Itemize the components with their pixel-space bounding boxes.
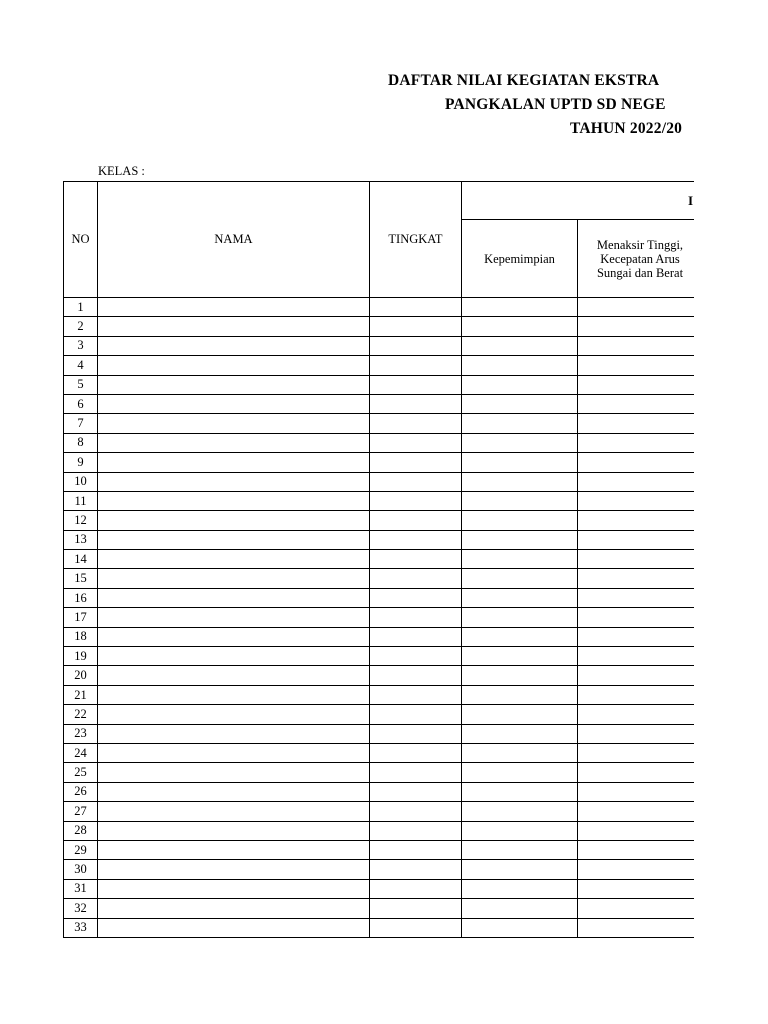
table-row: [64, 588, 695, 607]
kepemimpian-cell[interactable]: [462, 627, 578, 646]
header-nama: NAMA: [98, 182, 370, 298]
nama-cell[interactable]: [98, 317, 370, 336]
row-number: 21: [64, 685, 98, 704]
nama-cell[interactable]: [98, 472, 370, 491]
sheet-title-line-1: DAFTAR NILAI KEGIATAN EKSTRA: [388, 72, 660, 89]
nama-cell[interactable]: [98, 647, 370, 666]
kepemimpian-cell[interactable]: [462, 356, 578, 375]
menaksir-cell[interactable]: [578, 860, 695, 879]
kepemimpian-cell[interactable]: [462, 763, 578, 782]
tingkat-cell[interactable]: [370, 394, 462, 413]
row-number: 12: [64, 511, 98, 530]
table-row: [64, 608, 695, 627]
tingkat-cell[interactable]: [370, 453, 462, 472]
tingkat-cell[interactable]: [370, 666, 462, 685]
menaksir-cell[interactable]: [578, 472, 695, 491]
tingkat-cell[interactable]: [370, 356, 462, 375]
kepemimpian-cell[interactable]: [462, 840, 578, 859]
kepemimpian-cell[interactable]: [462, 899, 578, 918]
nama-cell[interactable]: [98, 511, 370, 530]
tingkat-cell[interactable]: [370, 879, 462, 898]
kepemimpian-cell[interactable]: [462, 550, 578, 569]
kepemimpian-cell[interactable]: [462, 317, 578, 336]
table-row: [64, 394, 695, 413]
table-row: [64, 821, 695, 840]
kepemimpian-cell[interactable]: [462, 588, 578, 607]
table-row: [64, 647, 695, 666]
header-tingkat: TINGKAT: [370, 182, 462, 298]
kepemimpian-cell[interactable]: [462, 472, 578, 491]
menaksir-cell[interactable]: [578, 569, 695, 588]
kepemimpian-cell[interactable]: [462, 647, 578, 666]
kepemimpian-cell[interactable]: [462, 569, 578, 588]
tingkat-cell[interactable]: [370, 821, 462, 840]
kepemimpian-cell[interactable]: [462, 705, 578, 724]
menaksir-cell[interactable]: [578, 647, 695, 666]
row-number: 9: [64, 453, 98, 472]
sheet-title-line-3: TAHUN 2022/20: [570, 120, 683, 137]
group-label: I: [688, 193, 694, 208]
row-number: 14: [64, 550, 98, 569]
row-number: 32: [64, 899, 98, 918]
nama-cell[interactable]: [98, 394, 370, 413]
row-number: 11: [64, 491, 98, 510]
kepemimpian-cell[interactable]: [462, 802, 578, 821]
row-number: 15: [64, 569, 98, 588]
table-row: [64, 685, 695, 704]
row-number: 3: [64, 336, 98, 355]
menaksir-cell[interactable]: [578, 627, 695, 646]
nama-cell[interactable]: [98, 743, 370, 762]
table-row: [64, 899, 695, 918]
row-number: 16: [64, 588, 98, 607]
tingkat-cell[interactable]: [370, 899, 462, 918]
menaksir-cell[interactable]: [578, 763, 695, 782]
table-row: [64, 414, 695, 433]
table-row: [64, 433, 695, 452]
tingkat-cell[interactable]: [370, 782, 462, 801]
table-body: [64, 298, 695, 938]
row-number: 2: [64, 317, 98, 336]
nama-cell[interactable]: [98, 918, 370, 937]
table-row: [64, 666, 695, 685]
menaksir-cell[interactable]: [578, 666, 695, 685]
kepemimpian-cell[interactable]: [462, 743, 578, 762]
menaksir-cell[interactable]: [578, 453, 695, 472]
table-row: [64, 511, 695, 530]
row-number: 26: [64, 782, 98, 801]
menaksir-cell[interactable]: [578, 840, 695, 859]
kepemimpian-cell[interactable]: [462, 298, 578, 317]
table-row: [64, 724, 695, 743]
row-number: 28: [64, 821, 98, 840]
tingkat-cell[interactable]: [370, 414, 462, 433]
tingkat-cell[interactable]: [370, 317, 462, 336]
tingkat-cell[interactable]: [370, 336, 462, 355]
menaksir-cell[interactable]: [578, 394, 695, 413]
row-number: 8: [64, 433, 98, 452]
nama-cell[interactable]: [98, 588, 370, 607]
kepemimpian-cell[interactable]: [462, 666, 578, 685]
menaksir-cell[interactable]: [578, 685, 695, 704]
row-number: 4: [64, 356, 98, 375]
menaksir-cell[interactable]: [578, 782, 695, 801]
kelas-label: KELAS :: [98, 164, 145, 178]
header-group: [462, 182, 695, 220]
nama-cell[interactable]: [98, 666, 370, 685]
menaksir-cell[interactable]: [578, 356, 695, 375]
nama-cell[interactable]: [98, 899, 370, 918]
table-row: [64, 375, 695, 394]
menaksir-cell[interactable]: [578, 317, 695, 336]
nama-cell[interactable]: [98, 569, 370, 588]
tingkat-cell[interactable]: [370, 763, 462, 782]
kepemimpian-cell[interactable]: [462, 394, 578, 413]
menaksir-cell[interactable]: [578, 899, 695, 918]
table-row: [64, 763, 695, 782]
kepemimpian-cell[interactable]: [462, 608, 578, 627]
table-row: [64, 453, 695, 472]
tingkat-cell[interactable]: [370, 918, 462, 937]
tingkat-cell[interactable]: [370, 685, 462, 704]
table-row: [64, 298, 695, 317]
tingkat-cell[interactable]: [370, 491, 462, 510]
menaksir-cell[interactable]: [578, 530, 695, 549]
table-row: [64, 530, 695, 549]
nama-cell[interactable]: [98, 685, 370, 704]
menaksir-cell[interactable]: [578, 375, 695, 394]
kepemimpian-cell[interactable]: [462, 453, 578, 472]
tingkat-cell[interactable]: [370, 647, 462, 666]
sheet-title-line-2: PANGKALAN UPTD SD NEGE: [445, 96, 666, 113]
row-number: 30: [64, 860, 98, 879]
table-row: [64, 336, 695, 355]
menaksir-cell[interactable]: [578, 433, 695, 452]
header-no: NO: [64, 182, 98, 298]
tingkat-cell[interactable]: [370, 550, 462, 569]
table-row: [64, 918, 695, 937]
nama-cell[interactable]: [98, 453, 370, 472]
tingkat-cell[interactable]: [370, 724, 462, 743]
nama-cell[interactable]: [98, 879, 370, 898]
nama-cell[interactable]: [98, 298, 370, 317]
nama-cell[interactable]: [98, 821, 370, 840]
table-row: [64, 491, 695, 510]
header-menaksir: Menaksir Tinggi, Kecepatan Arus Sungai dan Berat: [578, 220, 695, 298]
kepemimpian-cell[interactable]: [462, 336, 578, 355]
row-number: 24: [64, 743, 98, 762]
kepemimpian-cell[interactable]: [462, 433, 578, 452]
kepemimpian-cell[interactable]: [462, 724, 578, 743]
tingkat-cell[interactable]: [370, 802, 462, 821]
menaksir-cell[interactable]: [578, 743, 695, 762]
row-number: 27: [64, 802, 98, 821]
tingkat-cell[interactable]: [370, 472, 462, 491]
row-number: 17: [64, 608, 98, 627]
kepemimpian-cell[interactable]: [462, 511, 578, 530]
nama-cell[interactable]: [98, 782, 370, 801]
menaksir-cell[interactable]: [578, 511, 695, 530]
table-row: [64, 879, 695, 898]
kepemimpian-cell[interactable]: [462, 491, 578, 510]
menaksir-cell[interactable]: [578, 879, 695, 898]
menaksir-cell[interactable]: [578, 550, 695, 569]
table-row: [64, 860, 695, 879]
row-number: 10: [64, 472, 98, 491]
tingkat-cell[interactable]: [370, 627, 462, 646]
nama-cell[interactable]: [98, 336, 370, 355]
grade-table: [63, 181, 694, 938]
row-number: 22: [64, 705, 98, 724]
table-row: [64, 802, 695, 821]
row-number: 23: [64, 724, 98, 743]
menaksir-cell[interactable]: [578, 414, 695, 433]
table-row: [64, 840, 695, 859]
tingkat-cell[interactable]: [370, 298, 462, 317]
tingkat-cell[interactable]: [370, 530, 462, 549]
menaksir-cell[interactable]: [578, 724, 695, 743]
table-row: [64, 743, 695, 762]
kepemimpian-cell[interactable]: [462, 782, 578, 801]
table-row: [64, 317, 695, 336]
tingkat-cell[interactable]: [370, 705, 462, 724]
row-number: 18: [64, 627, 98, 646]
row-number: 25: [64, 763, 98, 782]
tingkat-cell[interactable]: [370, 840, 462, 859]
nama-cell[interactable]: [98, 356, 370, 375]
tingkat-cell[interactable]: [370, 743, 462, 762]
menaksir-cell[interactable]: [578, 821, 695, 840]
nama-cell[interactable]: [98, 375, 370, 394]
row-number: 13: [64, 530, 98, 549]
tingkat-cell[interactable]: [370, 375, 462, 394]
nama-cell[interactable]: [98, 491, 370, 510]
table-row: [64, 356, 695, 375]
row-number: 31: [64, 879, 98, 898]
nama-cell[interactable]: [98, 414, 370, 433]
nama-cell[interactable]: [98, 627, 370, 646]
kepemimpian-cell[interactable]: [462, 918, 578, 937]
nama-cell[interactable]: [98, 763, 370, 782]
table-row: [64, 627, 695, 646]
table-row: [64, 569, 695, 588]
row-number: 33: [64, 918, 98, 937]
nama-cell[interactable]: [98, 860, 370, 879]
nama-cell[interactable]: [98, 705, 370, 724]
kepemimpian-cell[interactable]: [462, 414, 578, 433]
nama-cell[interactable]: [98, 433, 370, 452]
row-number: 20: [64, 666, 98, 685]
tingkat-cell[interactable]: [370, 860, 462, 879]
kepemimpian-cell[interactable]: [462, 685, 578, 704]
menaksir-cell[interactable]: [578, 802, 695, 821]
kepemimpian-cell[interactable]: [462, 879, 578, 898]
tingkat-cell[interactable]: [370, 433, 462, 452]
table-row: [64, 472, 695, 491]
nama-cell[interactable]: [98, 550, 370, 569]
row-number: 19: [64, 647, 98, 666]
nama-cell[interactable]: [98, 608, 370, 627]
menaksir-cell[interactable]: [578, 918, 695, 937]
nama-cell[interactable]: [98, 530, 370, 549]
row-number: 29: [64, 840, 98, 859]
row-number: 7: [64, 414, 98, 433]
kepemimpian-cell[interactable]: [462, 530, 578, 549]
tingkat-cell[interactable]: [370, 608, 462, 627]
menaksir-cell[interactable]: [578, 705, 695, 724]
tingkat-cell[interactable]: [370, 588, 462, 607]
kepemimpian-cell[interactable]: [462, 821, 578, 840]
menaksir-cell[interactable]: [578, 608, 695, 627]
nama-cell[interactable]: [98, 802, 370, 821]
kepemimpian-cell[interactable]: [462, 860, 578, 879]
table-row: [64, 550, 695, 569]
table-row: [64, 782, 695, 801]
row-number: 5: [64, 375, 98, 394]
tingkat-cell[interactable]: [370, 569, 462, 588]
menaksir-cell[interactable]: [578, 491, 695, 510]
row-number: 6: [64, 394, 98, 413]
menaksir-cell[interactable]: [578, 298, 695, 317]
menaksir-cell[interactable]: [578, 336, 695, 355]
tingkat-cell[interactable]: [370, 511, 462, 530]
nama-cell[interactable]: [98, 840, 370, 859]
table-row: [64, 705, 695, 724]
nama-cell[interactable]: [98, 724, 370, 743]
kepemimpian-cell[interactable]: [462, 375, 578, 394]
row-number: 1: [64, 298, 98, 317]
header-kepemimpian: Kepemimpian: [462, 220, 578, 298]
menaksir-cell[interactable]: [578, 588, 695, 607]
